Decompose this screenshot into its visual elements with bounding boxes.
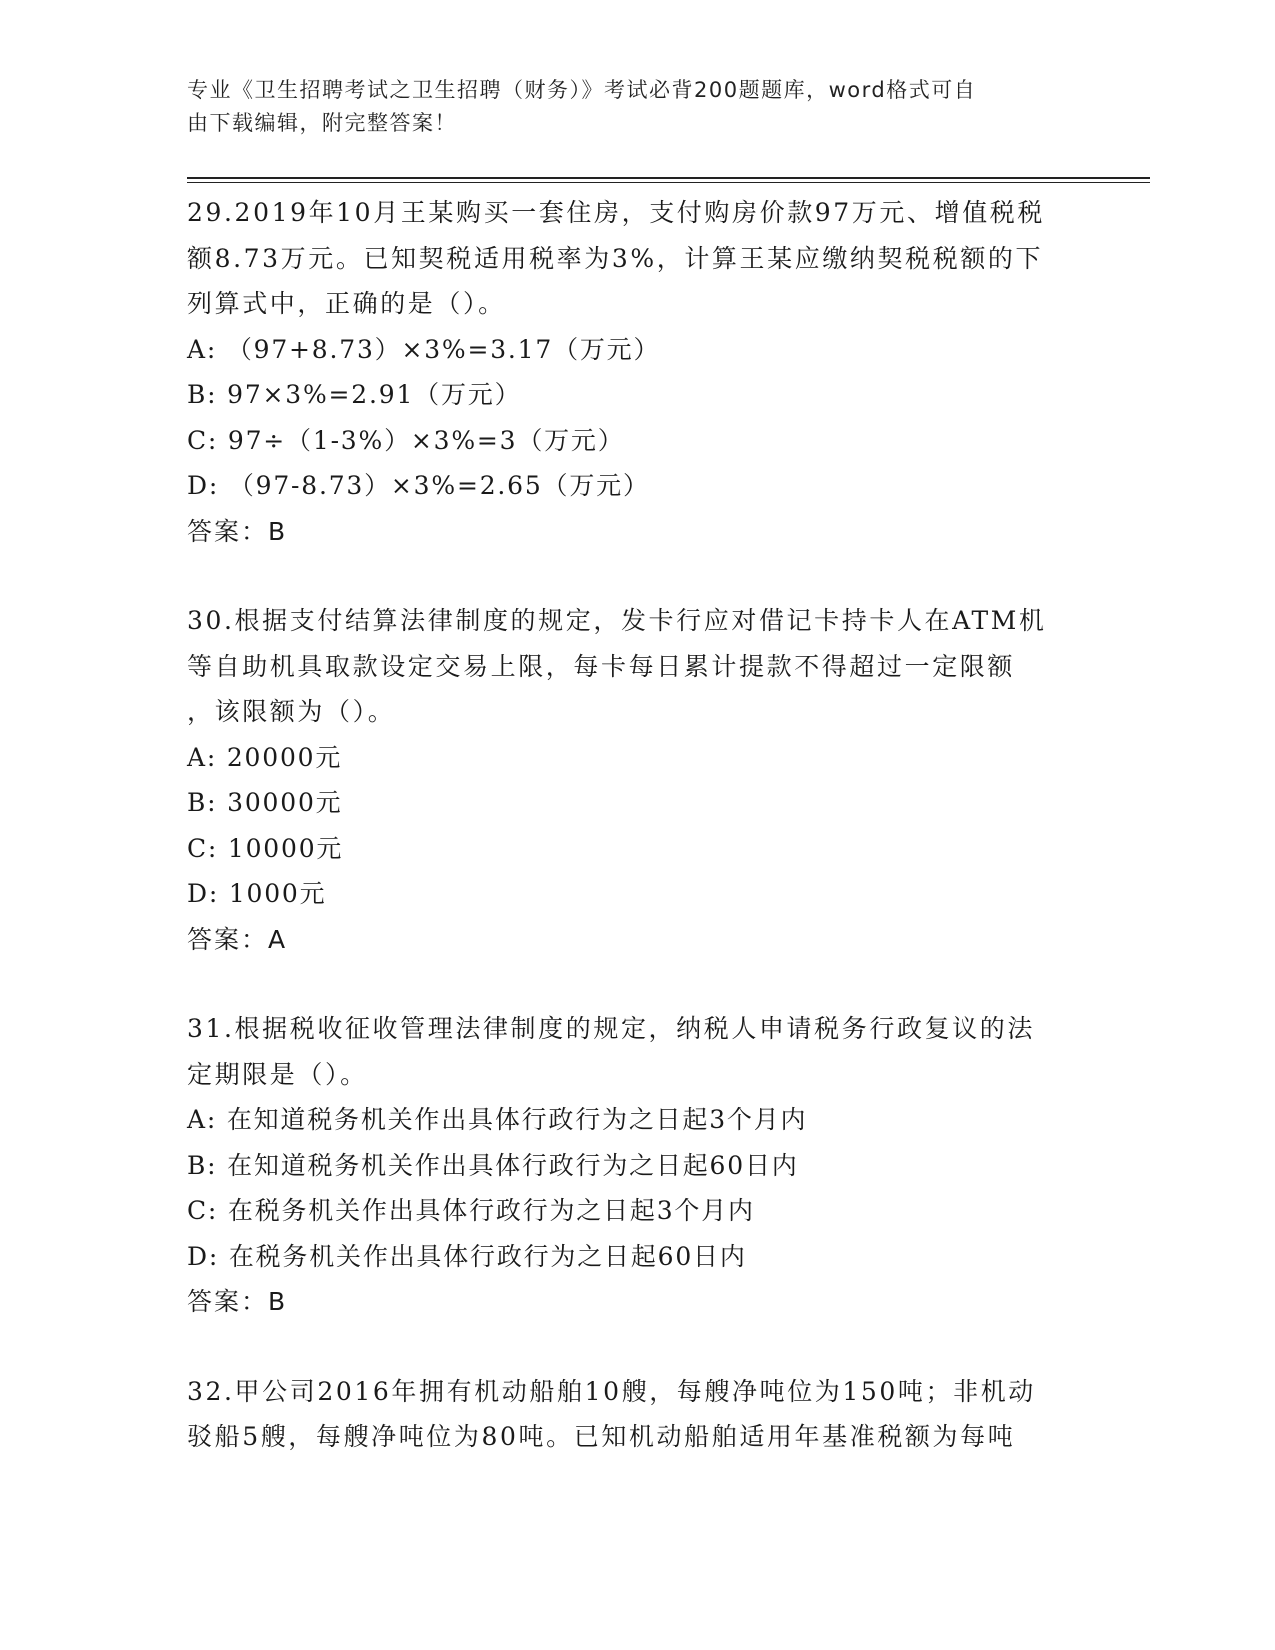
document-header xyxy=(187,74,1077,140)
question-29 xyxy=(187,190,1087,554)
answer: 答案：A xyxy=(187,924,288,954)
question-text-line: 列算式中，正确的是（）。 xyxy=(187,289,506,318)
question-text-line: 30.根据支付结算法律制度的规定，发卡行应对借记卡持卡人在ATM机 xyxy=(187,606,1047,635)
question-text-line: 32.甲公司2016年拥有机动船舶10艘，每艘净吨位为150吨；非机动 xyxy=(187,1376,1036,1406)
header-line-2: 由下载编辑，附完整答案！ xyxy=(187,111,457,135)
option-c: C: 10000元 xyxy=(187,833,344,863)
header-rule-thin xyxy=(187,182,1150,183)
option-d: D: （97-8.73）×3%=2.65（万元） xyxy=(187,471,650,500)
question-text-line: 等自助机具取款设定交易上限，每卡每日累计提款不得超过一定限额 xyxy=(187,651,1016,681)
question-text-line: ，该限额为（）。 xyxy=(187,697,396,726)
question-spacer xyxy=(187,962,1087,1006)
question-text-line: 29.2019年10月王某购买一套住房，支付购房价款97万元、增值税税 xyxy=(187,198,1046,227)
option-c: C: 在税务机关作出具体行政行为之日起3个月内 xyxy=(187,1196,755,1225)
option-a: A: 20000元 xyxy=(187,742,343,772)
question-list xyxy=(187,190,1087,1460)
question-spacer xyxy=(187,554,1087,598)
question-text-line: 定期限是（）。 xyxy=(187,1059,368,1089)
header-line-1: 专业《卫生招聘考试之卫生招聘（财务）》考试必背200题题库，word格式可自 xyxy=(187,78,977,102)
question-31 xyxy=(187,1006,1087,1325)
question-text-line: 额8.73万元。已知契税适用税率为3%，计算王某应缴纳契税税额的下 xyxy=(187,243,1044,273)
option-d: D: 1000元 xyxy=(187,879,327,908)
header-rule-thick xyxy=(187,177,1150,179)
answer: 答案：B xyxy=(187,1287,288,1316)
option-a: A: 在知道税务机关作出具体行政行为之日起3个月内 xyxy=(187,1105,808,1134)
question-spacer xyxy=(187,1325,1087,1369)
question-30 xyxy=(187,598,1087,962)
option-b: B: 97×3%=2.91（万元） xyxy=(187,380,522,409)
answer: 答案：B xyxy=(187,516,288,546)
option-d: D: 在税务机关作出具体行政行为之日起60日内 xyxy=(187,1241,747,1271)
question-text-line: 驳船5艘，每艘净吨位为80吨。已知机动船舶适用年基准税额为每吨 xyxy=(187,1422,1016,1451)
option-b: B: 在知道税务机关作出具体行政行为之日起60日内 xyxy=(187,1150,799,1180)
option-b: B: 30000元 xyxy=(187,788,343,817)
question-32 xyxy=(187,1369,1087,1460)
option-a: A: （97+8.73）×3%=3.17（万元） xyxy=(187,334,661,364)
option-c: C: 97÷（1-3%）×3%=3（万元） xyxy=(187,425,625,455)
question-text-line: 31.根据税收征收管理法律制度的规定，纳税人申请税务行政复议的法 xyxy=(187,1014,1035,1043)
